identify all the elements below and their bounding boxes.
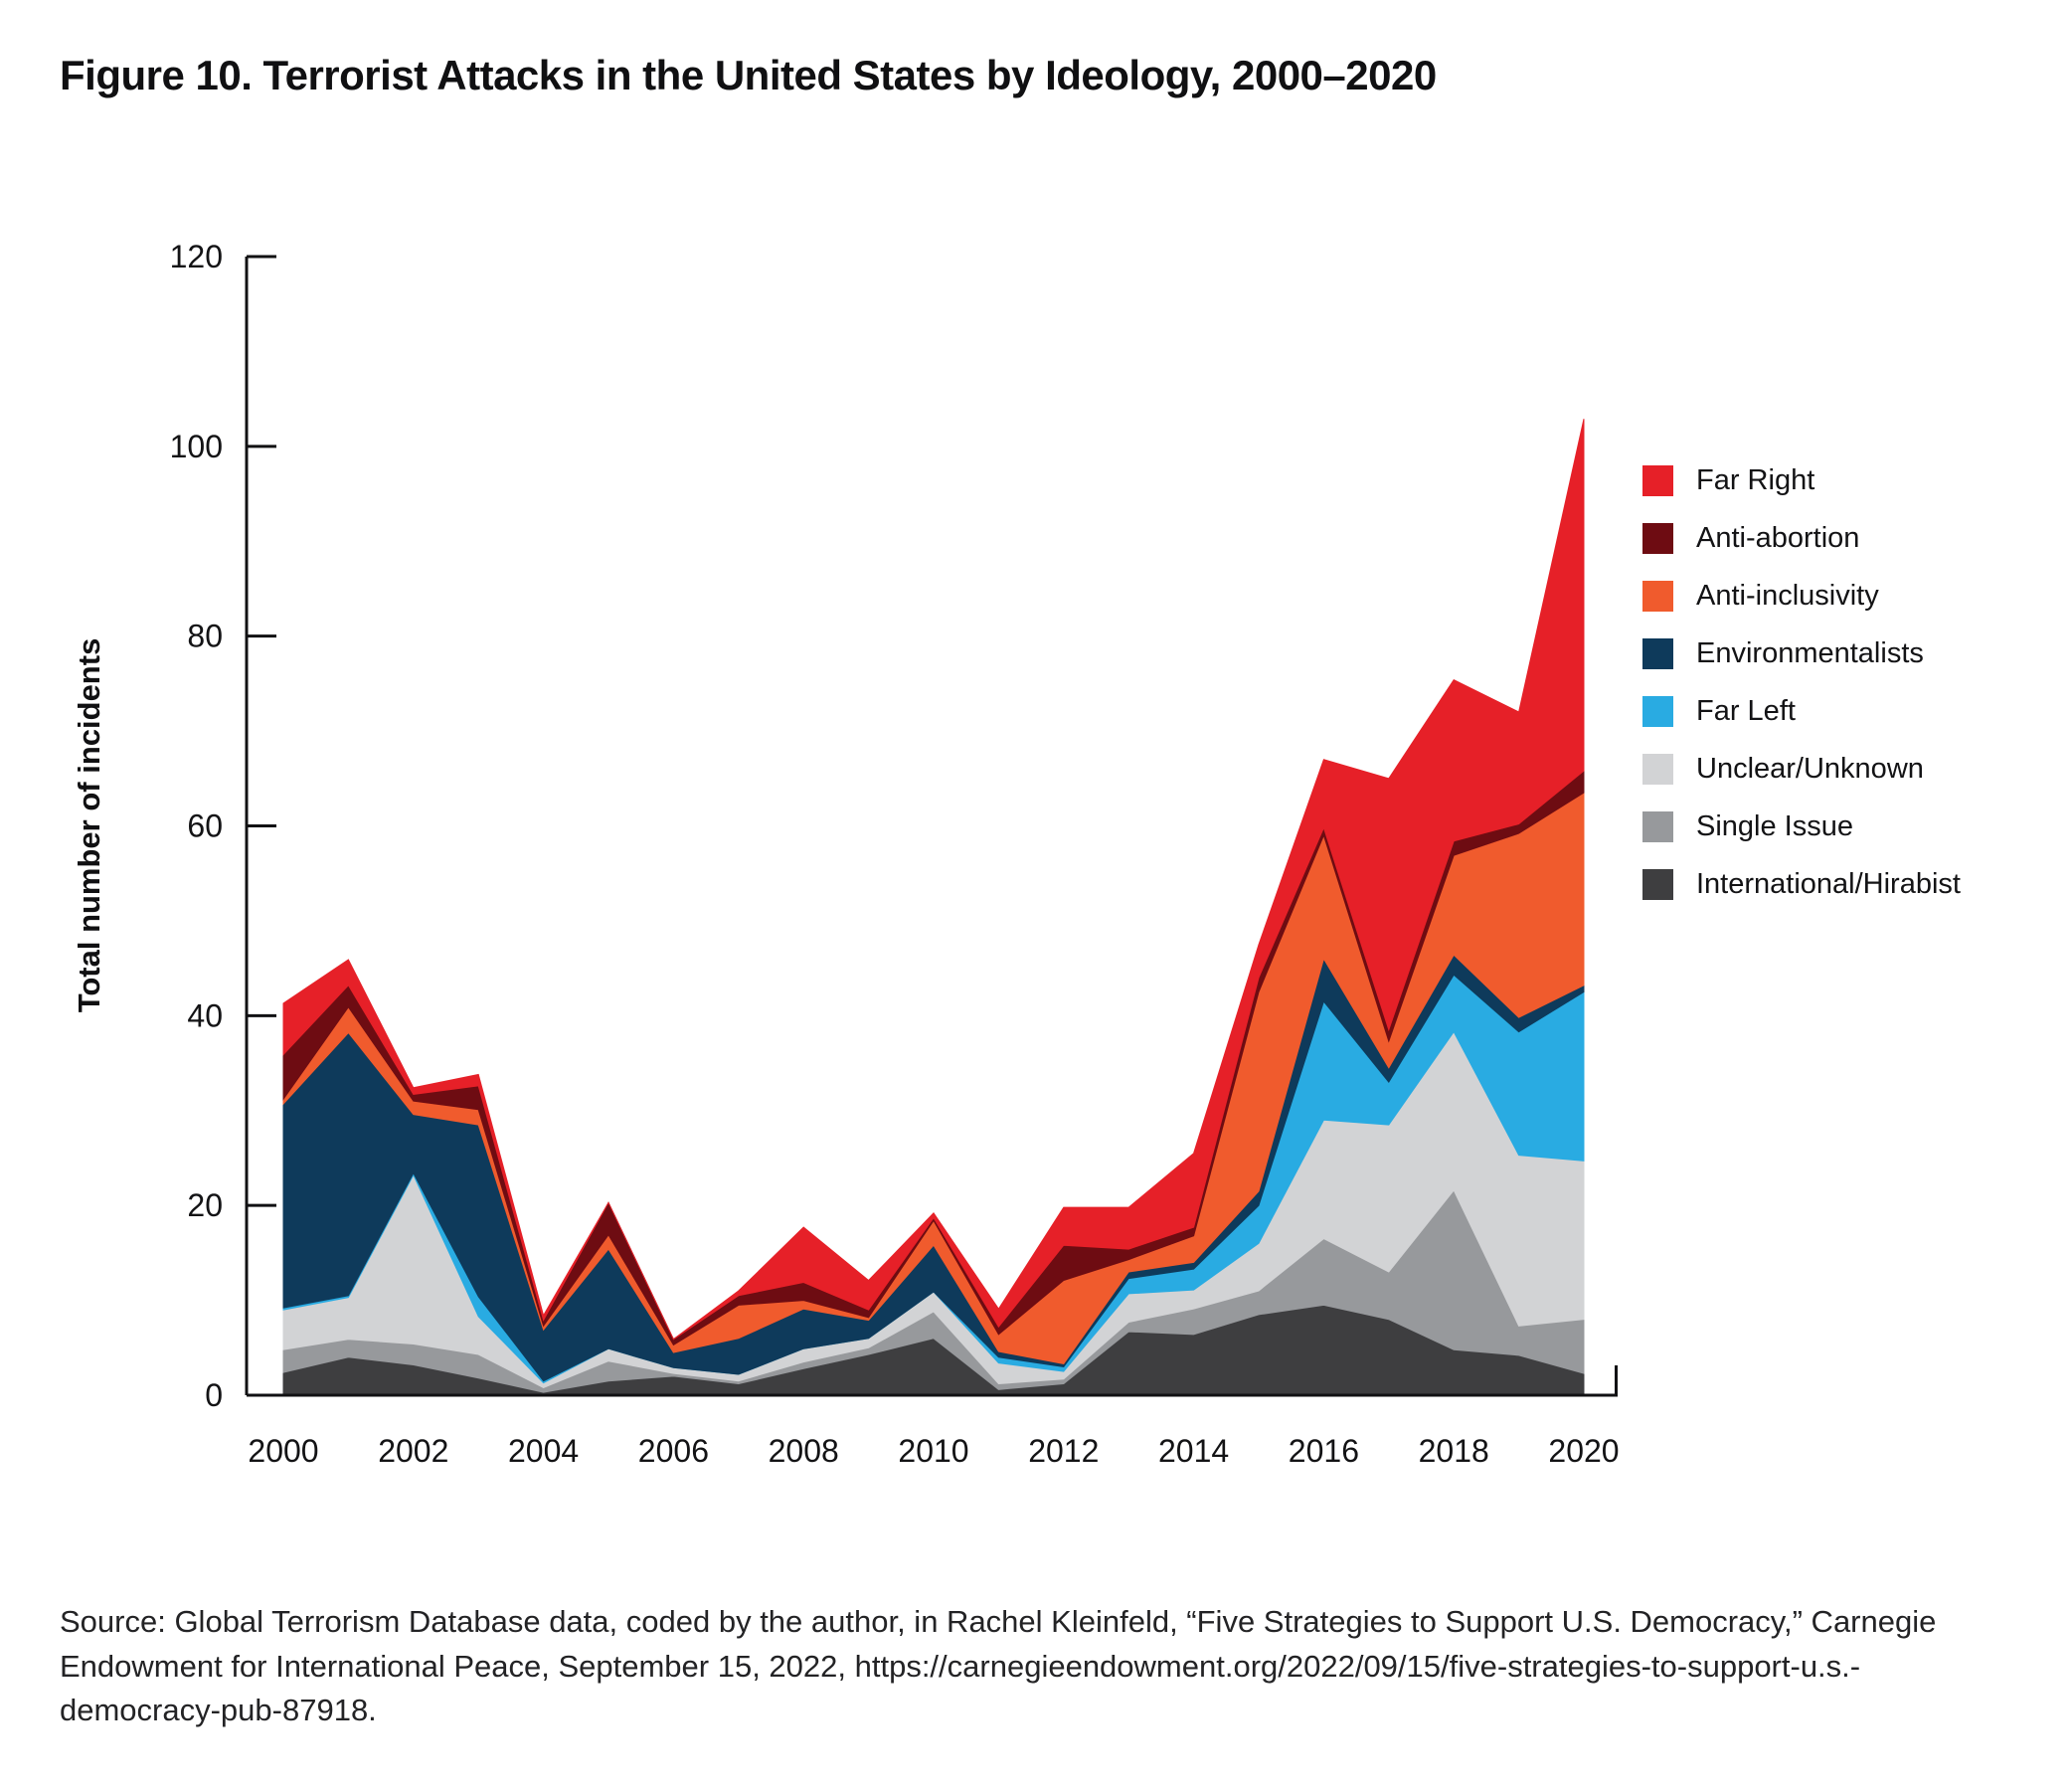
- legend-item-international-hirabist: [1642, 865, 1961, 903]
- x-tick-label: 2004: [508, 1433, 580, 1469]
- y-tick-label: 60: [187, 807, 223, 844]
- legend-item-far-left: [1642, 692, 1961, 730]
- y-tick-label: 120: [169, 239, 223, 274]
- y-axis-title: Total number of incidents: [72, 637, 106, 1013]
- far-left-swatch-icon: [1642, 696, 1673, 727]
- x-tick-label: 2018: [1418, 1433, 1489, 1469]
- legend-label: Single Issue: [1696, 809, 1853, 842]
- unclear-unknown-swatch-icon: [1642, 754, 1673, 785]
- x-tick-label: 2014: [1158, 1433, 1230, 1469]
- legend: [1642, 461, 1961, 923]
- y-tick-label: 0: [205, 1377, 223, 1413]
- y-tick-label: 40: [187, 997, 223, 1034]
- legend-item-single-issue: [1642, 807, 1961, 845]
- x-tick-label: 2008: [768, 1433, 839, 1469]
- figure-title: Figure 10. Terrorist Attacks in the United States by Ideology, 2000–2020: [60, 52, 1437, 98]
- legend-label: Far Left: [1696, 694, 1796, 727]
- legend-item-anti-inclusivity: [1642, 577, 1961, 615]
- legend-item-anti-abortion: [1642, 519, 1961, 557]
- legend-label: Anti-abortion: [1696, 521, 1860, 554]
- x-tick-label: 2000: [248, 1433, 319, 1469]
- legend-label: Far Right: [1696, 463, 1815, 496]
- x-tick-label: 2010: [898, 1433, 969, 1469]
- legend-label: Unclear/Unknown: [1696, 752, 1924, 785]
- y-tick-label: 20: [187, 1187, 223, 1224]
- x-tick-label: 2020: [1548, 1433, 1620, 1469]
- legend-item-environmentalists: [1642, 634, 1961, 672]
- far-right-swatch-icon: [1642, 465, 1673, 496]
- x-tick-label: 2002: [378, 1433, 449, 1469]
- y-tick-label: 80: [187, 618, 223, 654]
- x-tick-label: 2012: [1028, 1433, 1100, 1469]
- legend-label: Environmentalists: [1696, 636, 1924, 669]
- single-issue-swatch-icon: [1642, 811, 1673, 842]
- x-tick-label: 2006: [637, 1433, 709, 1469]
- x-tick-label: 2016: [1288, 1433, 1359, 1469]
- legend-label: International/Hirabist: [1696, 867, 1961, 900]
- international-hirabist-swatch-icon: [1642, 869, 1673, 900]
- anti-inclusivity-swatch-icon: [1642, 581, 1673, 612]
- y-tick-label: 100: [169, 428, 223, 464]
- legend-item-unclear-unknown: [1642, 750, 1961, 788]
- legend-label: Anti-inclusivity: [1696, 579, 1879, 612]
- source-note: Source: Global Terrorism Database data, coded by the author, in Rachel Kleinfeld, “Five Strategies to Support U.S. Democracy,” Carnegie Endowment for International Peace, September 15, 2022, https://carnegieendowment.org/2022/09/15/five-strategies-to-support-u.s.-democracy-pub-87918.: [60, 1604, 1937, 1728]
- environmentalists-swatch-icon: [1642, 638, 1673, 669]
- legend-item-far-right: [1642, 461, 1961, 499]
- anti-abortion-swatch-icon: [1642, 523, 1673, 554]
